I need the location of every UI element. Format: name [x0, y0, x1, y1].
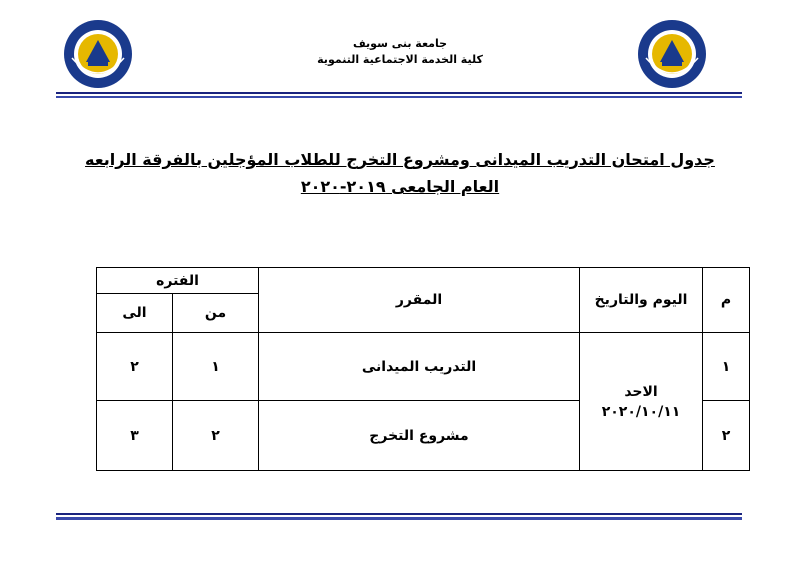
header-divider — [56, 92, 742, 98]
header-period: الفتره — [97, 268, 259, 294]
university-logo-right — [636, 18, 708, 90]
university-logo-left — [62, 18, 134, 90]
university-name: جامعة بنى سويف — [352, 37, 448, 50]
from-cell: ١ — [173, 333, 259, 401]
course-cell: مشروع التخرج — [259, 401, 580, 471]
day-date-cell — [580, 333, 703, 471]
header-text — [280, 36, 520, 68]
from-cell: ٢ — [173, 401, 259, 471]
table-row — [97, 333, 750, 401]
header-from: من — [173, 294, 259, 333]
day-text: الاحد — [624, 383, 658, 400]
page-title: جدول امتحان التدريب الميدانى ومشروع التخرج للطلاب المؤجلين بالفرقة الرابعه — [85, 150, 715, 169]
academic-year-title: العام الجامعى ٢٠١٩-٢٠٢٠ — [300, 177, 500, 196]
course-cell: التدريب الميدانى — [259, 333, 580, 401]
date-text: ٢٠٢٠/١٠/١١ — [601, 403, 681, 420]
to-cell: ٢ — [97, 333, 173, 401]
row-num: ١ — [703, 333, 750, 401]
header-day-date: اليوم والتاريخ — [580, 268, 703, 333]
header-to: الى — [97, 294, 173, 333]
faculty-name: كلية الخدمة الاجتماعية التنموية — [317, 53, 483, 66]
header-course: المقرر — [259, 268, 580, 333]
to-cell: ٣ — [97, 401, 173, 471]
header-num: م — [703, 268, 750, 333]
exam-schedule-table — [96, 267, 750, 471]
footer-divider — [56, 513, 742, 520]
row-num: ٢ — [703, 401, 750, 471]
table-header-row — [97, 268, 750, 294]
